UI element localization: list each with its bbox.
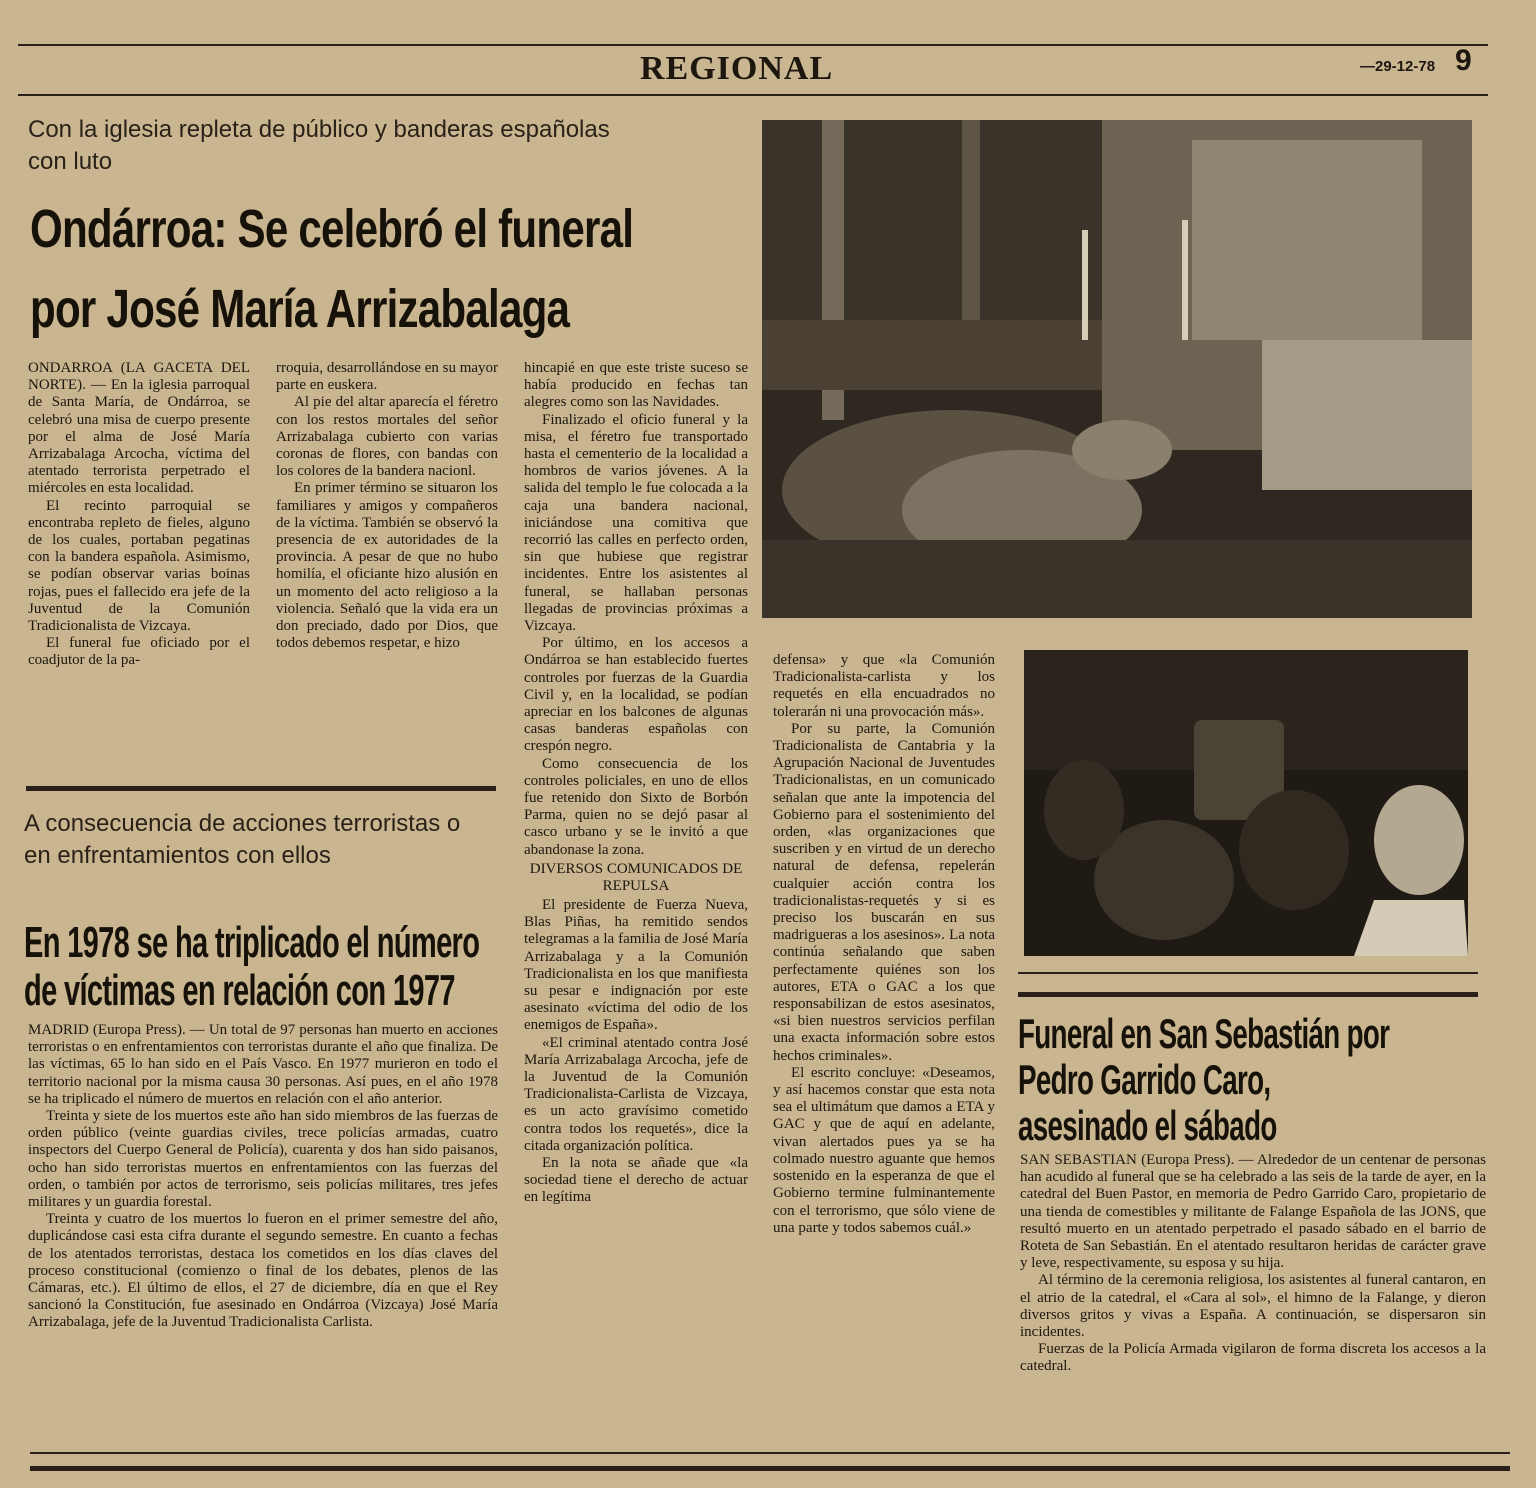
article1-paragraph: Finalizado el oficio funeral y la misa, el féretro fue transportado hasta el cementerio de la localidad a hombros de varios jóvenes. A la salida del templo le fue colocada a la caja una bandera nacional, iniciándose una comitiva que recorrió las calles en perfecto orden, sin que hubiese que registrar incidentes. Entre los asistentes al funeral, se hallaban personas llegadas de provincias próximas a Vizcaya. (524, 411, 748, 635)
article1-paragraph: El recinto parroquial se encontraba repleto de fieles, alguno de los cuales, portaban pegatinas con la bandera española. Asimismo, se podían observar varias boinas rojas, pues el fallecido era jefe de la Juventud de la Comunión Tradicionalista de Vizcaya. (28, 497, 250, 635)
article1-paragraph: El escrito concluye: «Deseamos, y así hacemos constar que esta nota sea el ultimátum que damos a ETA y GAC y que de aquí en adelante, vivan alertados pues ya se ha colmado nuestro aguante que hemos sostenido en la esperanza de que el Gobierno termine fulminantemente con el terrorismo, que sólo viene de una parte y todos sabemos cuál.» (773, 1064, 995, 1236)
article2-top-rule (26, 786, 496, 791)
funeral-church-photo (762, 120, 1472, 618)
article3-paragraph: SAN SEBASTIAN (Europa Press). — Alrededor de un centenar de personas han acudido al funeral que se ha celebrado a las seis de la tarde de ayer, en la catedral del Buen Pastor, en memoria de Pedro Garrido Caro, propietario de una tienda de comestibles y militante de Falange Española de las JONS, que resultó muerto en un atentado perpetrado el pasado sábado en el barrio de Roteta de San Sebastián. En el atentado resultaron heridas de carácter grave y leve, respectivamente, su esposa y su hija. (1020, 1152, 1486, 1272)
article1-paragraph: En primer término se situaron los familiares y amigos y compañeros de la víctima. También se observó la presencia de ex autoridades de la provincia. A pesar de que no hubo homilía, el oficiante hizo alusión en un momento del acto religioso a la violencia. Señaló que la vida era un don preciado, dado por Dios, que todos debemos respetar, e hizo (276, 480, 498, 652)
article3-paragraph: Al término de la ceremonia religiosa, los asistentes al funeral cantaron, en el atrio de la catedral, el «Cara al sol», el himno de la Falange, y dieron diversos gritos y vivas a España. A continuación, se dispersaron sin incidentes. (1020, 1272, 1486, 1341)
article1-paragraph: hincapié en que este triste suceso se había producido en fechas tan alegres como son las Navidades. (524, 360, 748, 411)
article3-body (1020, 1152, 1486, 1442)
bottom-rule (30, 1452, 1510, 1454)
article2-paragraph: Treinta y siete de los muertos este año han sido miembros de las fuerzas de orden público (veinte guardias civiles, trece policías armadas, cuatro inspectors del Cuerpo General de Policía), cuarenta y dos han sido paisanos, ocho han sido terroristas muertos en enfrentamientos con las fuerzas del orden, o también por actos de terrorismo, seis policías militares, tres jefes militares y un guardia forestal. (28, 1108, 498, 1211)
article1-column-1 (28, 360, 250, 760)
issue-date: —29-12-78 (1360, 58, 1436, 75)
article1-paragraph: ONDARROA (LA GACETA DEL NORTE). — En la iglesia parroqual de Santa María, de Ondárroa, se celebró una misa de cuerpo presente por el alma de José María Arrizabalaga Arcocha, víctima del atentado terrorista perpetrado el miércoles en esta localidad. (28, 360, 250, 497)
article3-paragraph: Fuerzas de la Policía Armada vigilaron de forma discreta los accesos a la catedral. (1020, 1341, 1486, 1375)
article1-paragraph: En la nota se añade que «la sociedad tiene el derecho de actuar en legítima (524, 1154, 748, 1206)
article1-paragraph: rroquia, desarrollándose en su mayor parte en euskera. (276, 360, 498, 394)
article1-subhead: DIVERSOS COMUNICADOS DE REPULSA (529, 860, 743, 894)
pallbearers-photo (1024, 650, 1468, 956)
masthead-rule (18, 94, 1488, 96)
article1-paragraph: «El criminal atentado contra José María Arrizabalaga Arcocha, jefe de la Juventud de la Comunión Tradicionalista-Carlista de Vizcaya, es un acto gravísimo cometido contra todos los requetés», dice la citada organización política. (524, 1034, 748, 1154)
article3-headline-line3: asesinado el sábado (1018, 1102, 1277, 1149)
article2-kicker: A consecuencia de acciones terroristas o en enfrentamientos con ellos (24, 810, 461, 869)
article2-body (28, 1022, 498, 1444)
top-rule (18, 44, 1488, 46)
article1-kicker: Con la iglesia repleta de público y banderas españolas con luto (28, 116, 610, 175)
article2-paragraph: MADRID (Europa Press). — Un total de 97 personas han muerto en acciones terroristas o en enfrentamientos con terroristas durante el año que finaliza. De las víctimas, 65 lo han sido en el País Vasco. En 1977 murieron en todo el territorio nacional por la misma causa 30 personas. Así pues, en el año 1978 se ha triplicado el número de muertos en relación con el año anterior. (28, 1022, 498, 1107)
article1-paragraph: Como consecuencia de los controles policiales, en uno de ellos fue retenido don Sixto de Borbón Parma, quien no se dejó pasar al casco urbano y se le invitó a que abandonase la zona. (524, 755, 748, 858)
section-title: REGIONAL (640, 50, 834, 87)
church-interior-image (762, 120, 1472, 618)
article1-column-2 (276, 360, 498, 760)
article2-headline-line2: de víctimas en relación con 1977 (24, 966, 455, 1015)
article1-paragraph: defensa» y que «la Comunión Tradicionalista-carlista y los requetés en ella encuadrados no tolerarán ni una provocación más». (773, 652, 995, 720)
bottom-rule-thick (30, 1466, 1510, 1471)
article3-top-rule (1018, 972, 1478, 974)
procession-image (1024, 650, 1468, 956)
article2-paragraph: Treinta y cuatro de los muertos lo fueron en el primer semestre del año, duplicándose casi esta cifra durante el segundo semestre. En cuanto a fechas de los atentados terroristas, destaca los cometidos en los días claves del proceso constitucional (comienzo o final de los debates, plenos de las Cámaras, etc.). El último de ellos, el 27 de diciembre, día en que el Rey sancionó la Constitución, fue asesinado en Ondárroa (Vizcaya) José María Arrizabalaga, jefe de la Juventud Tradicionalista Carlista. (28, 1211, 498, 1331)
page-number: 9 (1455, 44, 1472, 77)
article3-headline-line1: Funeral en San Sebastián por (1018, 1010, 1390, 1057)
article1-paragraph: Al pie del altar aparecía el féretro con los restos mortales del señor Arrizabalaga cubierto con varias coronas de flores, con bandas con los colores de la bandera nacionl. (276, 394, 498, 480)
article3-top-rule-thick (1018, 992, 1478, 997)
article1-paragraph: Por último, en los accesos a Ondárroa se han establecido fuertes controles por fuerzas de la Guardia Civil y, en la localidad, se podían apreciar en los balcones de algunas casas banderas españolas con crespón negro. (524, 635, 748, 755)
article1-column-4 (773, 652, 995, 1442)
article2-headline-line1: En 1978 se ha triplicado el número (24, 918, 480, 967)
article1-headline-line1: Ondárroa: Se celebró el funeral (30, 199, 634, 259)
article1-paragraph: El presidente de Fuerza Nueva, Blas Piñas, ha remitido sendos telegramas a la familia de José María Arrizabalaga y a la Comunión Tradicionalista en los que manifiesta su pesar e indignación por este asesinato «víctima del odio de los enemigos de España». (524, 896, 748, 1034)
article1-column-3 (524, 360, 748, 1440)
article1-paragraph: El funeral fue oficiado por el coadjutor de la pa- (28, 635, 250, 669)
article3-headline-line2: Pedro Garrido Caro, (1018, 1056, 1271, 1103)
article1-headline-line2: por José María Arrizabalaga (30, 279, 570, 339)
article1-paragraph: Por su parte, la Comunión Tradicionalista de Cantabria y la Agrupación Nacional de Juventudes Tradicionalistas, en un comunicado señalan que ante la impotencia del Gobierno para el sostenimiento del orden, «las organizaciones que suscriben y en virtud de un derecho natural de defensa, repelerán cualquier acción contra los tradicionalistas-requetés y si es preciso los buscarán en sus madrigueras a los asesinos». La nota continúa señalando que saben perfectamente quiénes son los autores, ETA o GAC a los que responsabilizan de estos asesinatos, «si bien nuestros servicios perfilan una exacta información sobre estos hechos criminales». (773, 720, 995, 1064)
